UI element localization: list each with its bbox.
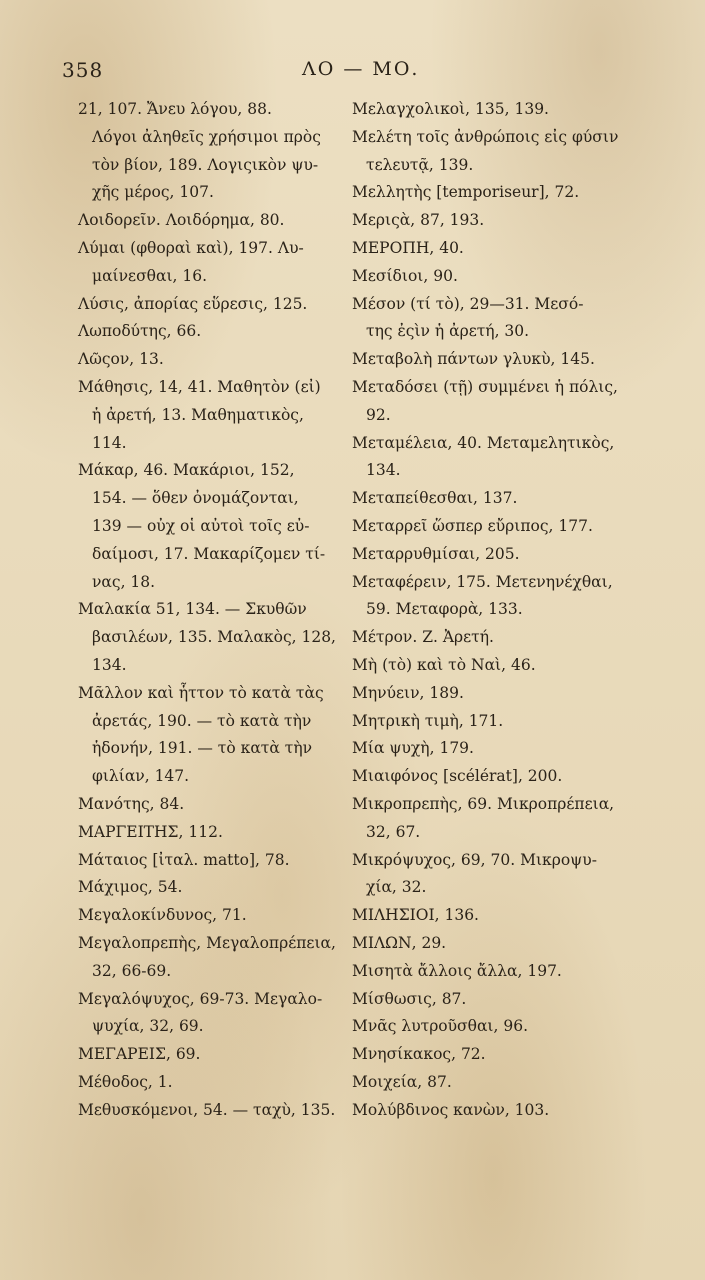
index-entry-line: Μολύβδινος κανὼν, 103. [352, 1100, 550, 1119]
index-entry-line: 92. [366, 405, 391, 424]
index-entry-line: Μεθυσκόμενοι, 54. — ταχὺ, 135. [78, 1100, 336, 1119]
index-entry-line: Μάχιμος, 54. [78, 878, 183, 897]
index-entry-line: Μεταμέλεια, 40. Μεταμελητικὸς, [352, 433, 615, 452]
index-entry-line: Λύμαι (φθοραὶ καὶ), 197. Λυ- [78, 238, 304, 257]
index-entry-line: Μνᾶς λυτροῦσθαι, 96. [352, 1017, 529, 1036]
index-entry-line: 32, 66-69. [92, 961, 172, 980]
index-entry-line: ΜΙΛΗΣΙΟΙ, 136. [352, 906, 479, 925]
index-entry-line: Λόγοι ἀληθεῖς χρήσιμοι πρὸς [92, 127, 321, 146]
index-entry-line: τὸν βίον, 189. Λογιςικὸν ψυ- [92, 155, 319, 174]
index-entry-line: Μέσον (τί τὸ), 29—31. Μεσό- [352, 294, 584, 313]
index-entry-line: της ἐςὶν ἡ ἀρετή, 30. [366, 322, 530, 341]
index-entry-line: Μικροπρεπὴς, 69. Μικροπρέπεια, [352, 794, 615, 813]
index-entry-line: Μεταφέρειν, 175. Μετενηνέχθαι, [352, 572, 613, 591]
index-entry-line: Μάκαρ, 46. Μακάριοι, 152, [78, 461, 295, 480]
index-entry-line: Λωποδύτης, 66. [78, 322, 202, 341]
index-entry-line: Μεριςὰ, 87, 193. [352, 211, 485, 230]
index-entry-line: ΜΕΡΟΠΗ, 40. [352, 238, 464, 257]
index-entry-line: Μεταπείθεσθαι, 137. [352, 489, 518, 508]
index-entry-line: ΜΕΓΑΡΕΙΣ, 69. [78, 1045, 201, 1064]
index-entry-line: 21, 107. Ἄνευ λόγου, 88. [78, 100, 272, 118]
index-entry-line: Μελλητὴς [temporiseur], 72. [352, 183, 580, 202]
index-entry-line: 32, 67. [366, 822, 421, 841]
index-entry-line: φιλίαν, 147. [92, 767, 190, 786]
index-entry-line: τελευτᾷ, 139. [366, 155, 474, 174]
index-entry-line: Λύσις, ἀπορίας εὕρεσις, 125. [78, 294, 308, 313]
index-entry-line: Μᾶλλον καὶ ἧττον τὸ κατὰ τὰς [78, 683, 324, 702]
index-entry-line: ἀρετάς, 190. — τὸ κατὰ τὴν [92, 711, 312, 730]
index-entry-line: Μεγαλοπρεπὴς, Μεγαλοπρέπεια, [78, 933, 336, 952]
index-entry-line: ΜΑΡΓΕΙΤΗΣ, 112. [78, 822, 223, 841]
index-entry-line: Μεταδόσει (τῇ) συμμένει ἡ πόλις, [352, 377, 618, 396]
index-entry-line: 139 — οὐχ οἱ αὐτοὶ τοῖς εὐ- [92, 516, 310, 535]
index-entry-line: ΜΙΛΩΝ, 29. [352, 933, 447, 952]
index-entry-line: Μνησίκακος, 72. [352, 1045, 486, 1064]
index-entry-line: Μεταρρυθμίσαι, 205. [352, 544, 520, 563]
index-entry-line: Μεσίδιοι, 90. [352, 266, 458, 285]
index-column-left [78, 96, 350, 1124]
index-entry-line: Μιαιφόνος [scélérat], 200. [352, 767, 563, 786]
index-entry-line: Μηνύειν, 189. [352, 683, 464, 702]
index-entry-line: βασιλέων, 135. Μαλακὸς, 128, [92, 628, 336, 647]
index-entry-line: Μεγαλόψυχος, 69-73. Μεγαλο- [78, 989, 323, 1008]
index-entry-line: Μία ψυχὴ, 179. [352, 739, 474, 758]
index-entry-line: ἡ ἀρετή, 13. Μαθηματικὸς, [92, 405, 304, 424]
index-entry-line: 134. [92, 655, 127, 674]
index-entry-line: Μὴ (τὸ) καὶ τὸ Ναὶ, 46. [352, 655, 536, 674]
index-entry-line: Μανότης, 84. [78, 794, 185, 813]
index-entry-line: Μελέτη τοῖς ἀνθρώποις εἰς φύσιν [352, 127, 619, 146]
index-entry-line: Μέτρον. Ζ. Ἀρετή. [352, 628, 494, 647]
index-entry-line: δαίμοσι, 17. Μακαρίζομεν τί- [92, 544, 326, 563]
running-head: ΛΟ — ΜΟ. [302, 58, 420, 80]
index-entry-line: Μάταιος [ἰταλ. matto], 78. [78, 850, 290, 869]
index-entry-line: 134. [366, 461, 401, 480]
index-entry-line: 114. [92, 433, 127, 452]
index-entry-line: Μαλακία 51, 134. — Σκυθῶν [78, 600, 307, 619]
index-entry-line: ἡδονήν, 191. — τὸ κατὰ τὴν [92, 739, 313, 758]
index-entry-line: Μίσθωσις, 87. [352, 989, 467, 1008]
index-entry-line: μαίνεσθαι, 16. [92, 266, 208, 285]
index-entry-line: Μεταβολὴ πάντων γλυκὺ, 145. [352, 350, 595, 369]
index-entry-line: Μέθοδος, 1. [78, 1072, 173, 1091]
index-entry-line: ψυχία, 32, 69. [92, 1017, 204, 1036]
index-entry-line: Λῶςον, 13. [78, 350, 164, 369]
index-entry-line: χία, 32. [366, 878, 427, 897]
page-header [62, 58, 662, 88]
page-number: 358 [62, 58, 104, 82]
index-entry-line: Μικρόψυχος, 69, 70. Μικροψυ- [352, 850, 597, 869]
index-entry-line: 59. Μεταφορὰ, 133. [366, 600, 523, 619]
index-entry-line: Μοιχεία, 87. [352, 1072, 452, 1091]
index-column-right [352, 96, 652, 1124]
index-entry-line: Μισητὰ ἄλλοις ἄλλα, 197. [352, 961, 562, 980]
index-entry-line: Λοιδορεῖν. Λοιδόρημα, 80. [78, 211, 285, 230]
index-entry-line: Μεγαλοκίνδυνος, 71. [78, 906, 247, 925]
index-entry-line: Μεταρρεῖ ὥσπερ εὔριπος, 177. [352, 516, 593, 535]
index-entry-line: χῆς μέρος, 107. [92, 183, 214, 202]
index-entry-line: 154. — ὅθεν ὀνομάζονται, [92, 489, 299, 508]
index-entry-line: νας, 18. [92, 572, 156, 591]
index-entry-line: Μάθησις, 14, 41. Μαθητὸν (εἰ) [78, 377, 321, 396]
index-entry-line: Μελαγχολικοὶ, 135, 139. [352, 100, 549, 118]
index-entry-line: Μητρικὴ τιμὴ, 171. [352, 711, 504, 730]
